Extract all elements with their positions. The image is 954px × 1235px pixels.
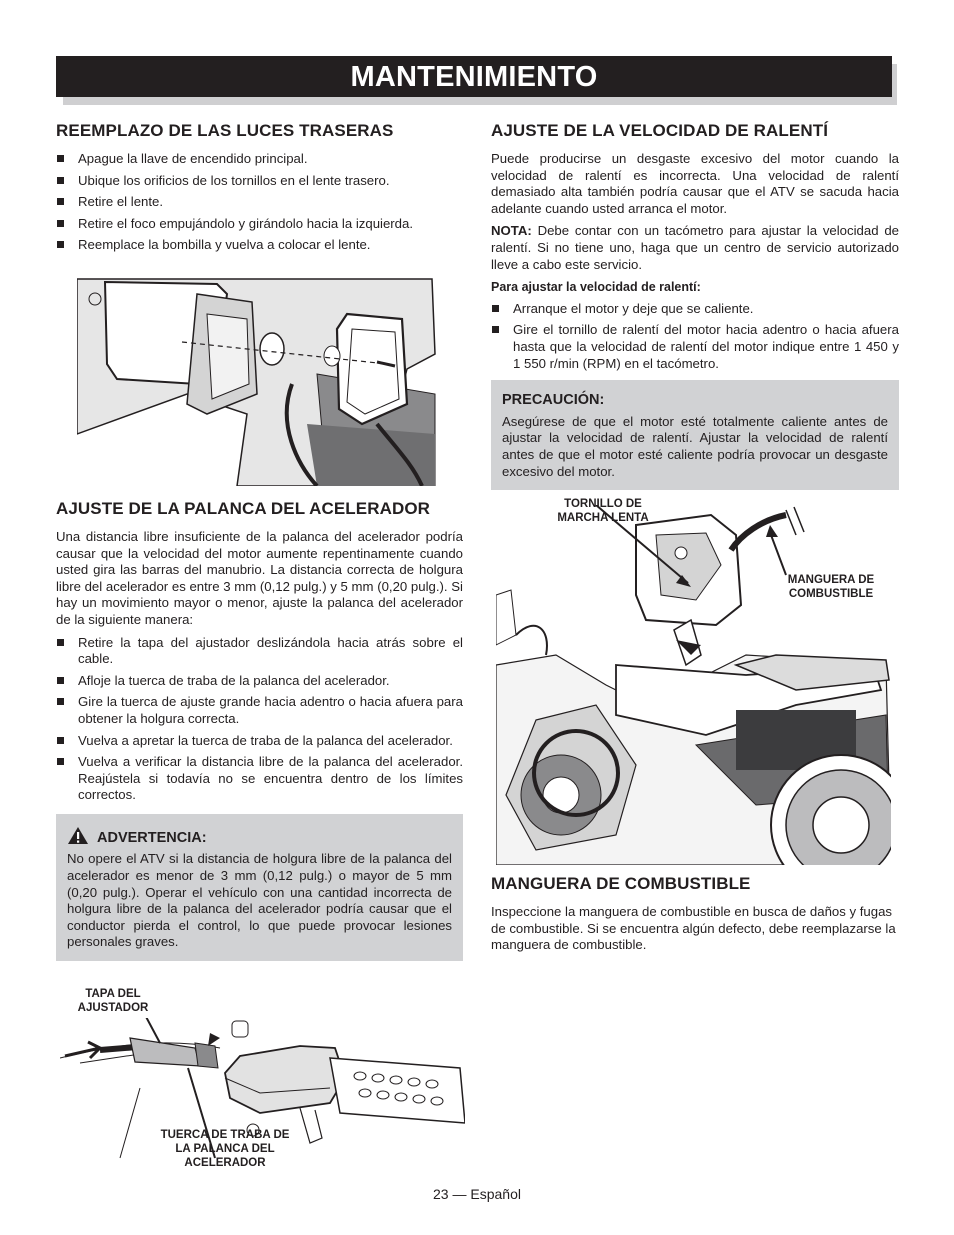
list-item: Retire el lente. [56, 194, 463, 211]
warning-text: No opere el ATV si la distancia de holgura libre de la palanca del acelerador es menor de 3 mm (0,12 pulg.) o mayor de 5 mm (0,20 pulg.). Operar el vehículo con una cantidad incorrecta de holgura libre de la palanca del acelerador podría causar que el conductor pierda el control, lo que puede provocar lesiones personales graves. [67, 851, 452, 950]
throttle-steps [56, 635, 463, 804]
page-title: MANTENIMIENTO [56, 56, 892, 97]
label-adjuster-cap: TAPA DEL AJUSTADOR [77, 988, 149, 1014]
caution-text: Asegúrese de que el motor esté totalmente caliente antes de ajustar la velocidad de ralentí. Ajustar la velocidad de ralentí antes de que el motor esté caliente podría provocar un desgaste excesivo del motor. [502, 413, 888, 479]
list-item: Retire el foco empujándolo y girándolo hacia la izquierda. [56, 216, 463, 233]
tail-lights-steps [56, 151, 463, 254]
list-item: Gire el tornillo de ralentí del motor hacia adentro o hacia afuera hasta que la velocidad de ralentí del motor indique entre 1 450 y 1 550 r/min (RPM) en el tacómetro. [491, 322, 899, 372]
list-item: Arranque el motor y deje que se caliente. [491, 301, 899, 318]
caution-box [491, 380, 899, 490]
list-item: Apague la llave de encendido principal. [56, 151, 463, 168]
throttle-heading: AJUSTE DE LA PALANCA DEL ACELERADOR [56, 498, 431, 518]
note-label: NOTA: [491, 223, 532, 239]
tail-lights-heading: REEMPLAZO DE LAS LUCES TRASERAS [56, 121, 394, 140]
fuel-hose-heading: MANGUERA DE COMBUSTIBLE [491, 874, 751, 893]
idle-heading: AJUSTE DE LA VELOCIDAD DE RALENTÍ [491, 121, 829, 140]
caution-title: PRECAUCIÓN: [502, 392, 605, 409]
tail-light-illustration [77, 274, 457, 486]
idle-steps [491, 301, 899, 372]
label-idle-screw: TORNILLO DE MARCHA LENTA [557, 498, 649, 524]
list-item: Afloje la tuerca de traba de la palanca del acelerador. [56, 673, 463, 690]
list-item: Vuelva a verificar la distancia libre de la palanca del acelerador. Reajústela si todavía no se encuentra dentro de los límites correctos. [56, 754, 463, 804]
page-number: 23 — Español [433, 1186, 521, 1202]
label-fuel-hose: MANGUERA DE COMBUSTIBLE [787, 574, 875, 600]
note-text: Debe contar con un tacómetro para ajustar la velocidad de ralentí. Si no tiene uno, haga que un centro de servicio autorizado lleve a cabo este servicio. [491, 223, 899, 272]
list-item: Vuelva a apretar la tuerca de traba de la palanca del acelerador. [56, 733, 463, 750]
left-column [56, 120, 463, 961]
warning-box [56, 814, 463, 961]
warning-title: ADVERTENCIA: [97, 829, 207, 846]
list-item: Ubique los orificios de los tornillos en el lente trasero. [56, 173, 463, 190]
list-item: Gire la tuerca de ajuste grande hacia adentro o hacia afuera para obtener la holgura correcta. [56, 694, 463, 727]
list-item: Reemplace la bombilla y vuelva a colocar el lente. [56, 237, 463, 254]
list-item: Retire la tapa del ajustador deslizándola hacia atrás sobre el cable. [56, 635, 463, 668]
idle-note [491, 223, 899, 273]
throttle-intro: Una distancia libre insuficiente de la palanca del acelerador podría causar que la velocidad del motor aumente repentinamente cuando usted gira las barras del manubrio. La distancia correcta de holgura libre del acelerador es entre 3 mm (0,12 pulg.) y 5 mm (0,20 pulg.). Si hay un movimiento mayor o menor, ajuste la palanca del acelerador de la siguiente manera: [56, 528, 463, 627]
atv-idle-screw-illustration [496, 505, 891, 865]
fuel-hose-section [491, 873, 899, 960]
right-column [491, 120, 899, 490]
warning-triangle-icon [67, 826, 89, 845]
idle-intro: Puede producirse un desgaste excesivo del motor cuando la velocidad de ralentí es incorrecta. Una velocidad de ralentí demasiado alta también podría causar que el ATV se sacuda hacia adelante cuando usted arranca el motor. [491, 151, 899, 216]
idle-subheading: Para ajustar la velocidad de ralentí: [491, 280, 701, 295]
label-lock-nut: TUERCA DE TRABA DE LA PALANCA DEL ACELERADOR [160, 1129, 290, 1169]
fuel-hose-text: Inspeccione la manguera de combustible en busca de daños y fugas de combustible. Si se encuentra algún defecto, debe reemplazarse la manguera de combustible. [491, 904, 896, 953]
